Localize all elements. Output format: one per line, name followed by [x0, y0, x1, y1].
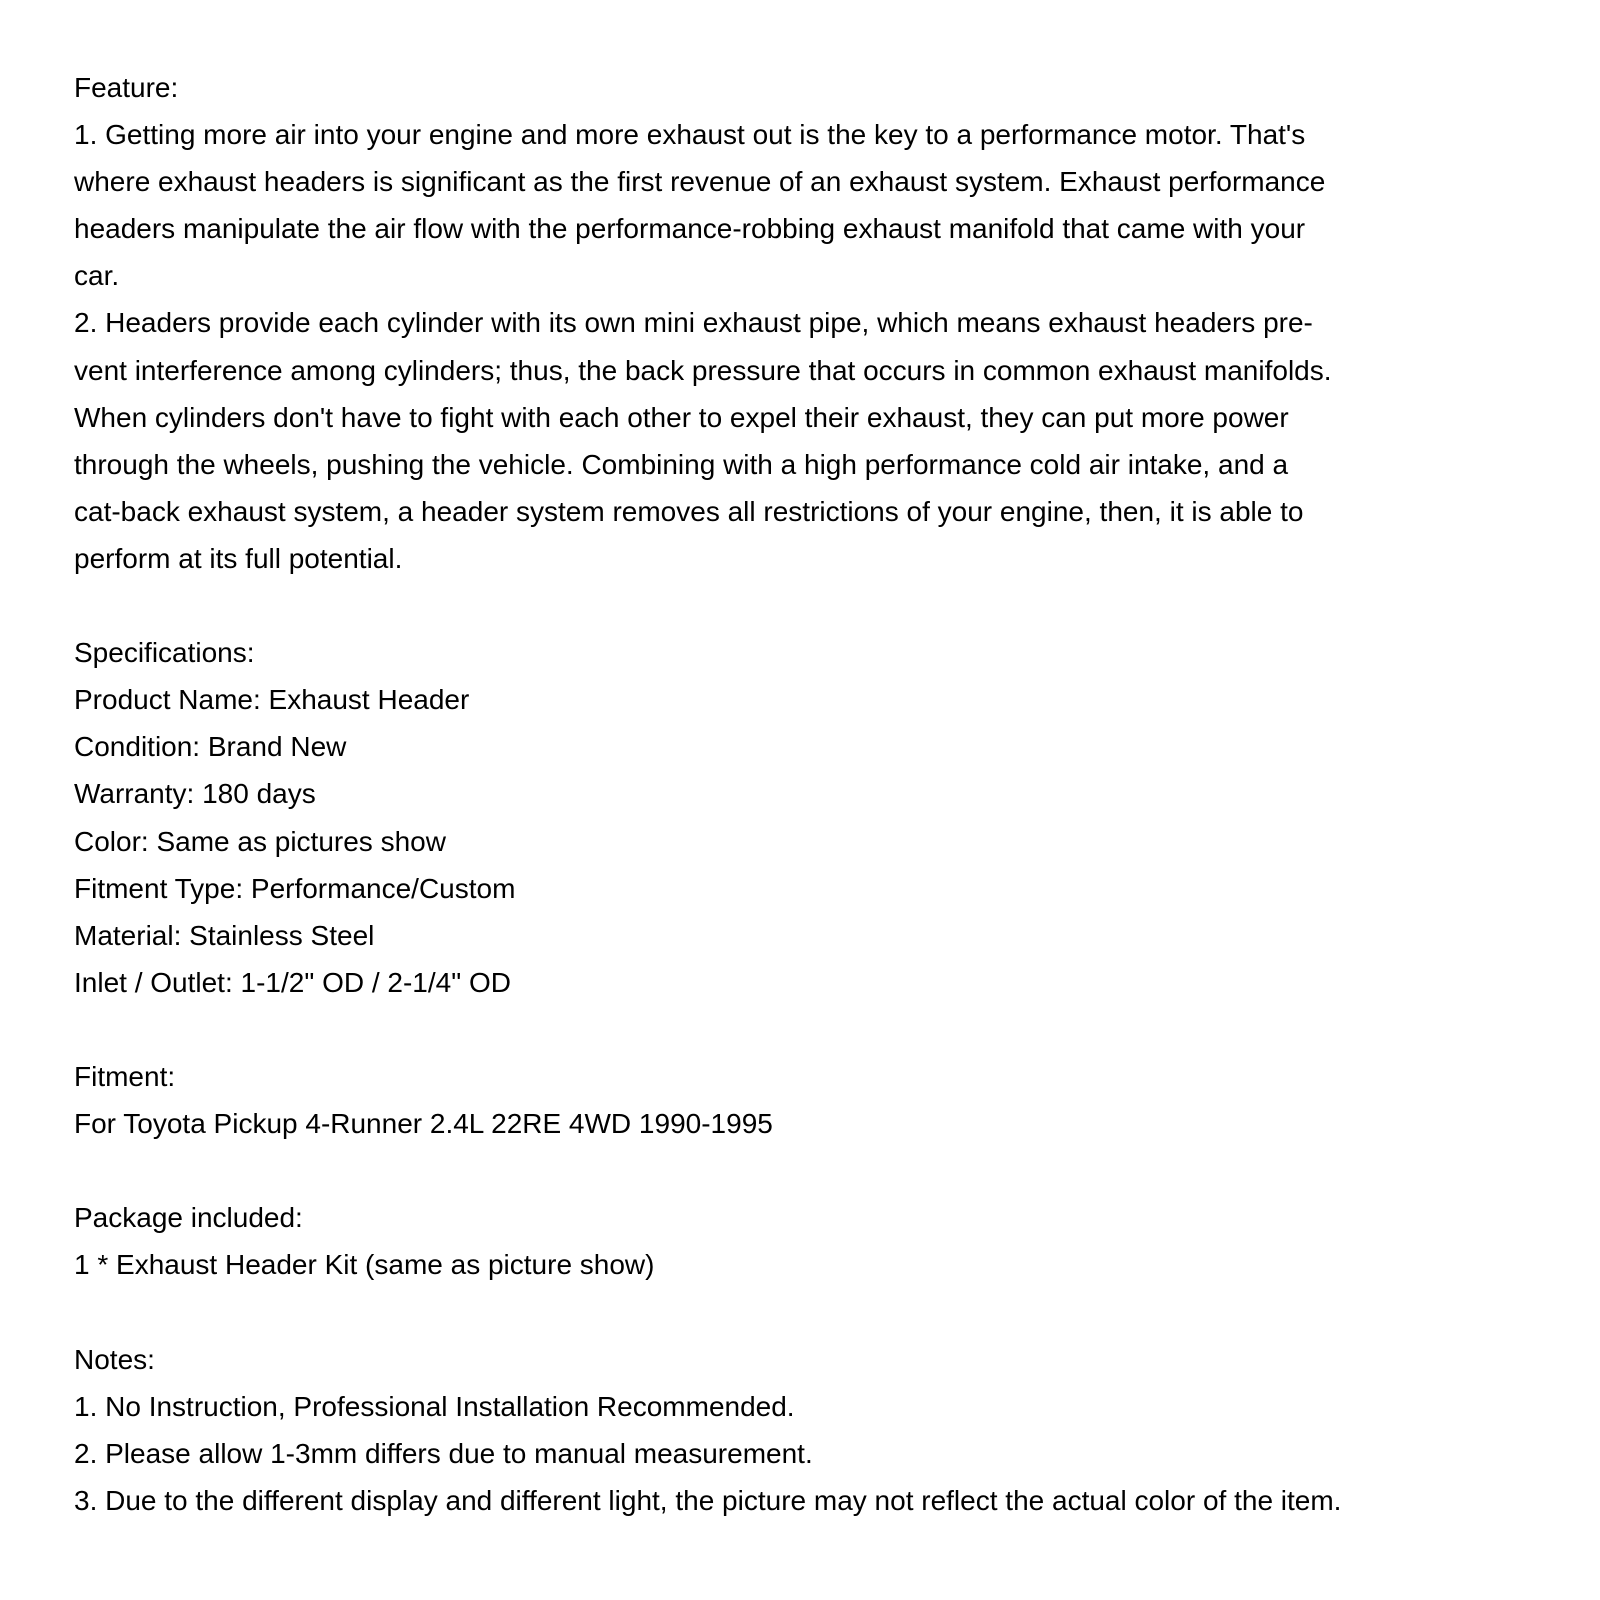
feature-line: When cylinders don't have to fight with each other to expel their exhaust, they can put more power [74, 401, 1289, 433]
spec-condition: Condition: Brand New [74, 731, 347, 763]
package-line: 1 * Exhaust Header Kit (same as picture show) [74, 1249, 655, 1281]
notes-heading: Notes: [74, 1343, 155, 1375]
feature-line: 1. Getting more air into your engine and more exhaust out is the key to a performance motor. That's [74, 119, 1306, 151]
spec-warranty: Warranty: 180 days [74, 778, 316, 810]
package-heading: Package included: [74, 1202, 303, 1234]
note-line: 2. Please allow 1-3mm differs due to manual measurement. [74, 1437, 813, 1469]
spec-inlet-outlet: Inlet / Outlet: 1-1/2" OD / 2-1/4" OD [74, 966, 511, 998]
feature-line: 2. Headers provide each cylinder with its own mini exhaust pipe, which means exhaust headers pre- [74, 307, 1313, 339]
spec-fitment-type: Fitment Type: Performance/Custom [74, 872, 516, 904]
spec-color: Color: Same as pictures show [74, 825, 446, 857]
fitment-heading: Fitment: [74, 1060, 176, 1092]
section-spacer [74, 1147, 1544, 1194]
feature-line: headers manipulate the air flow with the performance-robbing exhaust manifold that came with your [74, 213, 1306, 245]
feature-heading: Feature: [74, 72, 179, 103]
feature-line: where exhaust headers is significant as the first revenue of an exhaust system. Exhaust performance [74, 166, 1326, 198]
feature-line: cat-back exhaust system, a header system removes all restrictions of your engine, then, it is able to [74, 495, 1304, 527]
section-spacer [74, 1288, 1544, 1335]
section-spacer [74, 582, 1544, 629]
feature-line: perform at its full potential. [74, 542, 403, 574]
spec-product-name: Product Name: Exhaust Header [74, 684, 470, 716]
fitment-section [74, 1053, 1544, 1147]
spec-material: Material: Stainless Steel [74, 919, 375, 951]
feature-line: car. [74, 260, 120, 292]
feature-line: through the wheels, pushing the vehicle. Combining with a high performance cold air intake, and a [74, 448, 1289, 480]
fitment-line: For Toyota Pickup 4-Runner 2.4L 22RE 4WD 1990-1995 [74, 1108, 773, 1140]
feature-line: vent interference among cylinders; thus, the back pressure that occurs in common exhaust manifolds. [74, 354, 1332, 386]
specifications-section [74, 629, 1544, 1006]
specifications-heading: Specifications: [74, 637, 255, 669]
feature-section [74, 64, 1544, 582]
package-section [74, 1194, 1544, 1288]
note-line: 1. No Instruction, Professional Installation Recommended. [74, 1390, 795, 1422]
section-spacer [74, 1006, 1544, 1053]
notes-section [74, 1336, 1544, 1524]
note-line: 3. Due to the different display and different light, the picture may not reflect the actual color of the item. [74, 1484, 1342, 1516]
product-description [74, 64, 1544, 1524]
